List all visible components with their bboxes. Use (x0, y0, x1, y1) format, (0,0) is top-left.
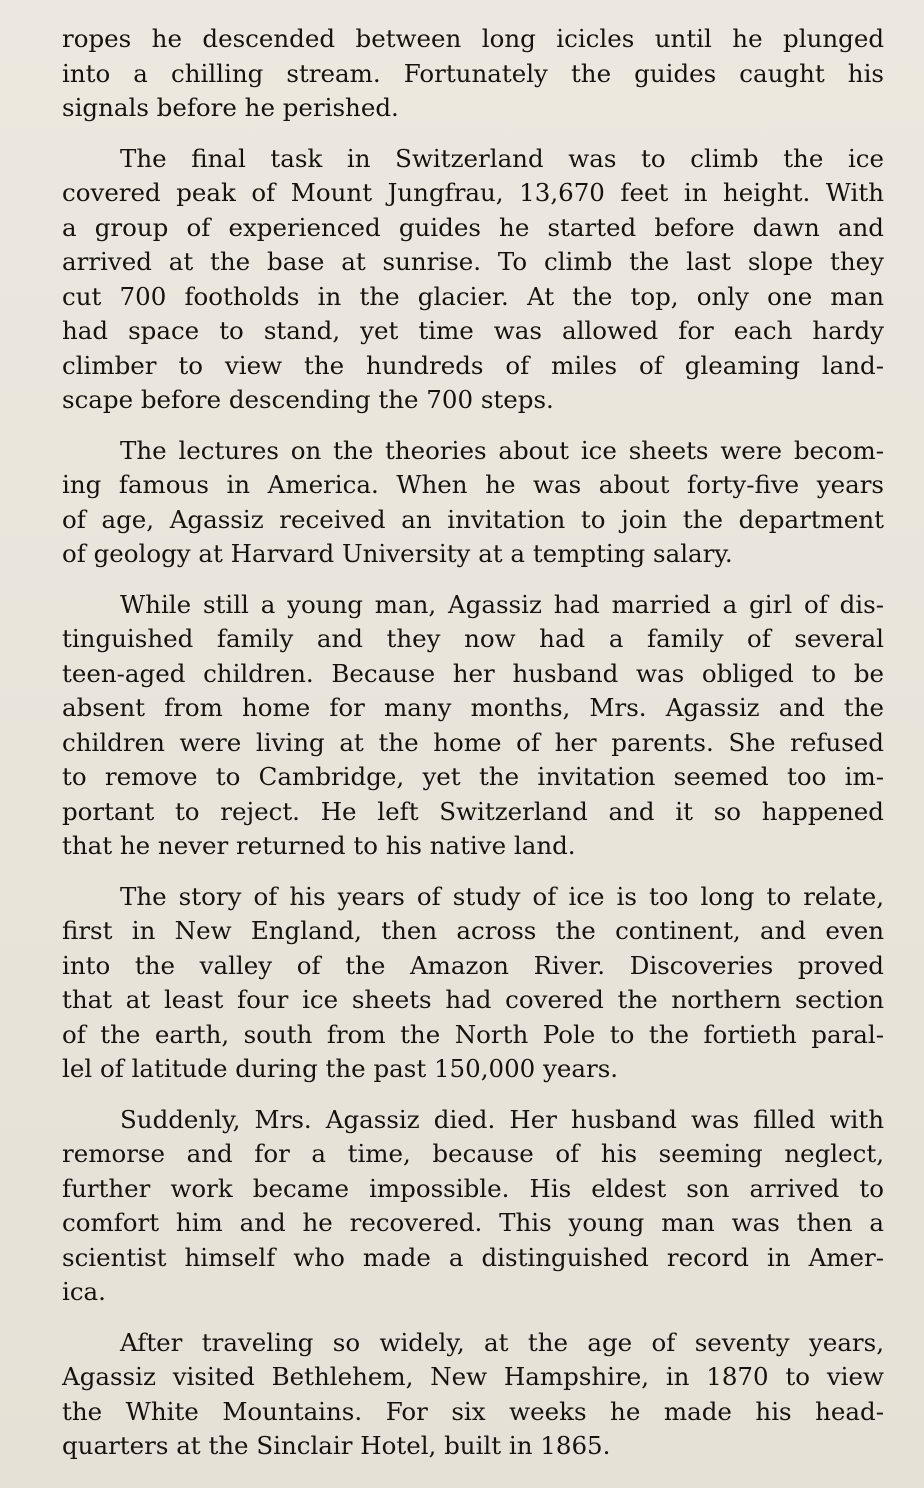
text-line: scientist himself who made a distinguished record in Amer- (62, 1242, 884, 1272)
text-line: absent from home for many months, Mrs. Agassiz and the (62, 693, 884, 722)
paragraph-bethlehem-visit (62, 1326, 884, 1464)
text-line: Suddenly, Mrs. Agassiz died. Her husband was filled with (120, 1104, 884, 1134)
text-line: While still a young man, Agassiz had married a girl of dis- (120, 589, 884, 619)
text-line: further work became impossible. His eldest son arrived to (62, 1173, 884, 1203)
text-line: signals before he perished. (62, 93, 399, 122)
text-line: covered peak of Mount Jungfrau, 13,670 feet in height. With (62, 178, 884, 207)
paragraph-ice-study (62, 880, 884, 1087)
text-line: portant to reject. He left Switzerland and it so happened (62, 796, 884, 826)
text-line: children were living at the home of her parents. She refused (62, 727, 884, 757)
text-line: that at least four ice sheets had covered the northern section (62, 985, 884, 1014)
text-line: of geology at Harvard University at a tempting salary. (62, 539, 733, 568)
text-line: a group of experienced guides he started before dawn and (62, 212, 884, 242)
text-line: the White Mountains. For six weeks he made his head- (62, 1396, 884, 1426)
text-line: had space to stand, yet time was allowed for each hardy (62, 316, 884, 345)
text-line: quarters at the Sinclair Hotel, built in 1865. (62, 1431, 611, 1460)
text-line: into a chilling stream. Fortunately the guides caught his (62, 58, 884, 88)
text-line: The lectures on the theories about ice sheets were becom- (120, 435, 884, 465)
text-line: ropes he descended between long icicles until he plunged (62, 24, 884, 53)
paragraph-descent-into-stream (62, 22, 884, 126)
text-line: climber to view the hundreds of miles of gleaming land- (62, 350, 884, 380)
text-line: The final task in Switzerland was to climb the ice (120, 143, 884, 173)
text-line: comfort him and he recovered. This young man was then a (62, 1208, 884, 1237)
text-line: to remove to Cambridge, yet the invitation seemed too im- (62, 762, 884, 791)
text-line: of age, Agassiz received an invitation to join the department (62, 504, 884, 534)
text-line: The story of his years of study of ice is too long to relate, (120, 881, 884, 911)
text-line: ica. (62, 1277, 106, 1306)
paragraph-family (62, 588, 884, 864)
paragraph-harvard-invitation (62, 434, 884, 572)
text-line: ing famous in America. When he was about forty-five years (62, 470, 884, 499)
text-line: teen-aged children. Because her husband was obliged to be (62, 658, 884, 688)
text-line: arrived at the base at sunrise. To climb the last slope they (62, 247, 884, 276)
text-line: After traveling so widely, at the age of seventy years, (120, 1327, 884, 1357)
paragraph-mrs-agassiz-death (62, 1103, 884, 1310)
text-line: Agassiz visited Bethlehem, New Hampshire, in 1870 to view (62, 1362, 884, 1391)
text-line: tinguished family and they now had a family of several (62, 624, 884, 653)
text-line: remorse and for a time, because of his seeming neglect, (62, 1139, 884, 1168)
paragraph-jungfrau-climb (62, 142, 884, 418)
text-line: that he never returned to his native land. (62, 831, 576, 860)
text-line: lel of latitude during the past 150,000 years. (62, 1054, 619, 1083)
text-line: cut 700 footholds in the glacier. At the top, only one man (62, 281, 884, 311)
text-line: of the earth, south from the North Pole to the fortieth paral- (62, 1019, 884, 1049)
text-line: scape before descending the 700 steps. (62, 385, 554, 414)
text-line: into the valley of the Amazon River. Discoveries proved (62, 950, 884, 980)
text-line: first in New England, then across the continent, and even (62, 916, 884, 945)
